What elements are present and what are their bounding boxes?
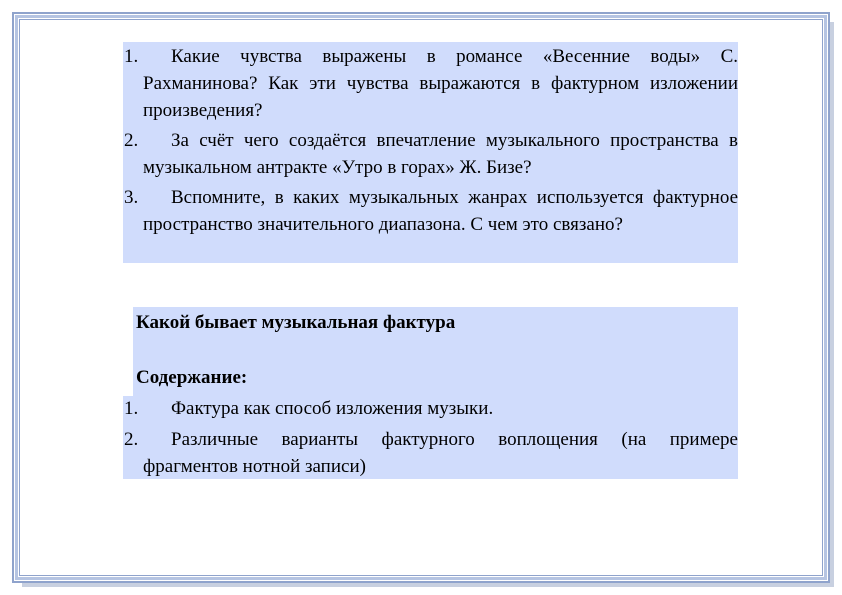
frame-shadow-bottom	[22, 583, 834, 587]
contents-item-2	[123, 426, 738, 480]
contents-block	[123, 307, 738, 479]
contents-text: Фактура как способ изложения музыки.	[171, 398, 494, 419]
contents-number: 1.	[124, 398, 139, 419]
question-text: За счёт чего создаётся впечатление музыкального пространства в музыкальном антракте «Утро в горах» Ж. Бизе?	[143, 130, 738, 178]
contents-text: Различные варианты фактурного воплощения (на примере фрагментов нотной записи)	[143, 429, 738, 477]
question-number: 2.	[124, 130, 139, 151]
question-item-3	[123, 184, 738, 238]
frame-shadow-right	[830, 22, 834, 587]
question-text: Вспомните, в каких музыкальных жанрах используется фактурное пространство значительного диапазона. С чем это связано?	[143, 187, 738, 235]
question-item-1	[123, 43, 738, 124]
question-number: 1.	[124, 46, 139, 67]
contents-label: Содержание:	[136, 367, 248, 388]
questions-block	[123, 42, 738, 263]
question-item-2	[123, 127, 738, 181]
contents-item-1	[123, 395, 738, 422]
contents-number: 2.	[124, 429, 139, 450]
heading-indent-gap	[123, 307, 133, 396]
section-title: Какой бывает музыкальная фактура	[136, 312, 456, 333]
question-number: 3.	[124, 187, 139, 208]
question-text: Какие чувства выражены в романсе «Весенние воды» С. Рахманинова? Как эти чувства выражаются в фактурном изложении произведения?	[143, 46, 738, 121]
